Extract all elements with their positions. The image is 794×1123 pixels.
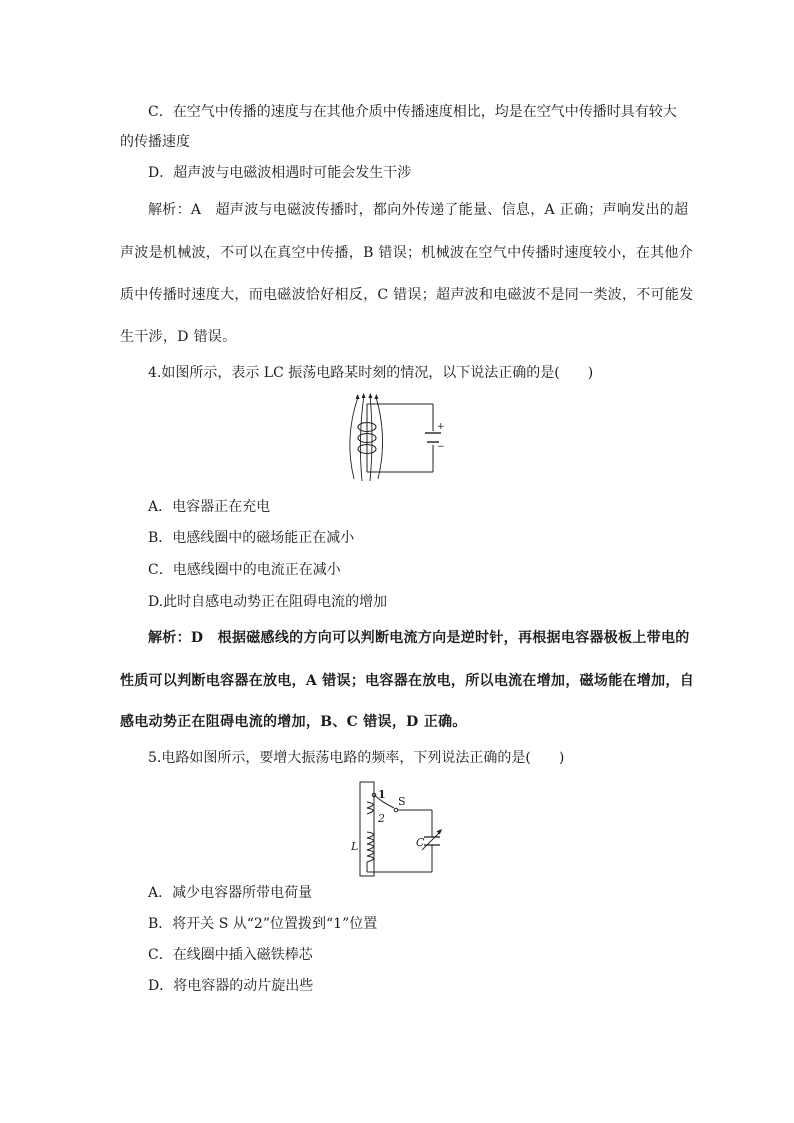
- q5-label-s: S: [398, 795, 406, 808]
- q3-option-c-line1: C．在空气中传播的速度与在其他介质中传播速度相比，均是在空气中传播时具有较大: [148, 104, 677, 120]
- q4-plus-sign: +: [437, 422, 445, 432]
- q4-option-b: B．电感线圈中的磁场能正在减小: [148, 530, 355, 546]
- q5-label-c: C: [416, 836, 425, 849]
- q4-lc-circuit-figure: [340, 393, 450, 485]
- q3-option-d: D．超声波与电磁波相遇时可能会发生干涉: [148, 165, 412, 181]
- q4-analysis-line1: 解析：D 根据磁感线的方向可以判断电流方向是逆时针，再根据电容器极板上带电的: [148, 630, 690, 646]
- q5-label-1: 1: [378, 788, 386, 801]
- q5-label-l: L: [351, 840, 359, 853]
- q4-minus-sign: −: [437, 442, 445, 452]
- q3-option-c-line2: 的传播速度: [120, 134, 190, 150]
- q4-analysis-line3: 感电动势正在阻碍电流的增加，B、C 错误，D 正确。: [120, 714, 467, 730]
- q4-stem: 4.如图所示，表示 LC 振荡电路某时刻的情况，以下说法正确的是( ): [148, 365, 594, 381]
- q5-coil: [367, 802, 374, 862]
- q5-variable-arrow-icon: [437, 829, 443, 835]
- q5-stem: 5.电路如图所示，要增大振荡电路的频率，下列说法正确的是( ): [148, 750, 565, 766]
- q5-label-2: 2: [378, 812, 385, 825]
- q3-analysis-line1: 解析：A 超声波与电磁波传播时，都向外传递了能量、信息，A 正确；声响发出的超: [148, 202, 689, 218]
- q4-magnetic-field-lines: [350, 395, 383, 481]
- q5-option-c: C．在线圈中插入磁铁棒芯: [148, 947, 313, 963]
- q3-analysis-line4: 生干涉，D 错误。: [120, 329, 237, 345]
- q3-analysis-line2: 声波是机械波，不可以在真空中传播，B 错误；机械波在空气中传播时速度较小，在其他介: [120, 245, 694, 261]
- q4-analysis-line2: 性质可以判断电容器在放电，A 错误；电容器在放电，所以电流在增加，磁场能在增加，自: [120, 673, 695, 689]
- q3-analysis-line3: 质中传播时速度大，而电磁波恰好相反，C 错误；超声波和电磁波不是同一类波，不可能发: [120, 287, 694, 303]
- q4-field-arrow-icons: [356, 393, 379, 399]
- q4-circuit-wires: [367, 404, 433, 472]
- q5-option-d: D．将电容器的动片旋出些: [148, 978, 314, 994]
- q4-option-c: C．电感线圈中的电流正在减小: [148, 562, 341, 578]
- q5-option-b: B．将开关 S 从“2”位置拨到“1”位置: [148, 916, 378, 932]
- q5-lc-circuit-figure: [350, 780, 450, 878]
- q4-capacitor: [425, 433, 441, 442]
- q4-option-a: A．电容器正在充电: [148, 499, 271, 515]
- q5-option-a: A．减少电容器所带电荷量: [148, 885, 313, 901]
- q4-option-d: D.此时自感电动势正在阻碍电流的增加: [148, 594, 388, 610]
